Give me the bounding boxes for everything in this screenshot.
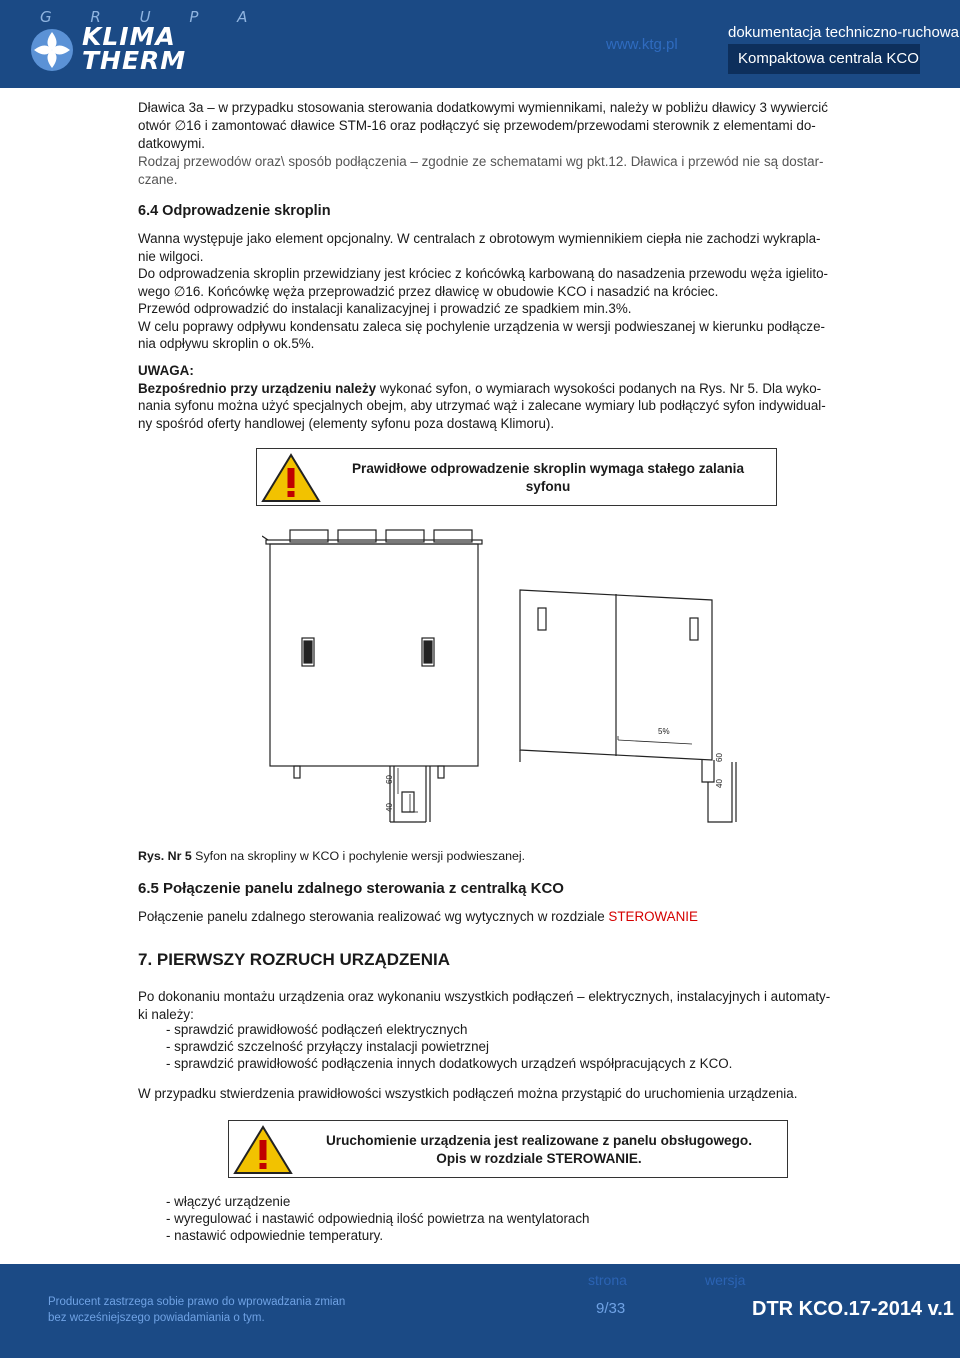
warning-triangle-icon — [261, 453, 321, 503]
start-text: W przypadku stwierdzenia prawidłowości wszystkich podłączeń można przystąpić do uruchomienia urządzenia. — [138, 1086, 798, 1101]
text-line: nania syfonu można użyć specjalnych obejm, aby utrzymać wąż i zalecane wymiary lub podłączyć syfon indywidual- — [138, 398, 826, 413]
list-item: - sprawdzić szczelność przyłączy instalacji powietrznej — [166, 1039, 489, 1054]
text-line: otwór ∅16 i zamontować dławice STM-16 oraz podłączyć się przewodem/przewodami sterownik z elementami do- — [138, 118, 816, 133]
left-unit-drawing — [262, 530, 482, 822]
text-line: datkowymi. — [138, 136, 205, 151]
warning-line: Opis w rozdziale STEROWANIE. — [436, 1151, 642, 1166]
figure-caption — [138, 849, 525, 863]
section-6-5-body: Połączenie panelu zdalnego sterowania realizować wg wytycznych w rozdziale — [138, 909, 609, 924]
list-item: - nastawić odpowiednie temperatury. — [166, 1228, 384, 1243]
warning-box-siphon — [256, 448, 777, 506]
check-list — [166, 1021, 732, 1072]
footer-version: DTR KCO.17-2014 v.1 — [752, 1298, 954, 1320]
text-line: ki należy: — [138, 1006, 194, 1022]
footer-page-number: 9/33 — [596, 1300, 626, 1317]
dim-5pct-label: 5% — [658, 727, 670, 736]
doc-name-box: Kompaktowa centrala KCO — [728, 44, 920, 74]
logo-klima-text: KLIMA — [82, 22, 176, 51]
warning-text — [295, 1132, 783, 1168]
siphon-figure — [262, 522, 782, 832]
section-7-intro — [138, 988, 908, 1023]
text-line: Dławica 3a – w przypadku stosowania sterowania dodatkowymi wymiennikami, należy w pobliżu dławicy 3 wywiercić — [138, 100, 828, 115]
dim-60-left-label: 60 — [385, 775, 394, 784]
text-line: ny spośród oferty handlowej (elementy syfonu poza dostawą Klimoru). — [138, 415, 555, 431]
text-line: wego ∅16. Końcówkę węża przeprowadzić przez dławicę w obudowie KCO i nasadzić na króciec. — [138, 283, 719, 299]
dim-40-right-label: 40 — [715, 779, 724, 788]
warning-box-startup — [228, 1120, 788, 1178]
warning-line: Uruchomienie urządzenia jest realizowane z panelu obsługowego. — [325, 1133, 753, 1148]
text-line: nia odpływu skroplin o ok.5%. — [138, 336, 315, 351]
logo-therm-text: THERM — [82, 46, 187, 75]
right-unit-drawing — [520, 590, 736, 822]
section-6-4-title: 6.4 Odprowadzenie skroplin — [138, 203, 331, 219]
klimatherm-logo-icon — [28, 26, 76, 74]
text-line: czane. — [138, 172, 178, 187]
text-line: W celu poprawy odpływu kondensatu zaleca się pochylenie urządzenia w wersji podwieszanej w kierunku podłącze- — [138, 318, 826, 334]
section-7-title: 7. PIERWSZY ROZRUCH URZĄDZENIA — [138, 950, 451, 969]
text-line: nie wilgoci. — [138, 248, 204, 264]
logo-grupa-text: G R U P A — [40, 8, 265, 26]
uwaga-block — [138, 362, 908, 432]
dim-60-right-label: 60 — [715, 753, 724, 762]
section-6-5-title: 6.5 Połączenie panelu zdalnego sterowania z centralką KCO — [138, 880, 564, 897]
warning-line: Prawidłowe odprowadzenie skroplin wymaga stałego zalania — [351, 461, 745, 476]
dim-40-left-label: 40 — [385, 803, 394, 812]
header-url-link[interactable]: www.ktg.pl — [606, 36, 678, 53]
uwaga-bold-text: Bezpośrednio przy urządzeniu należy — [138, 380, 377, 396]
sterowanie-link[interactable]: STEROWANIE — [608, 909, 698, 924]
text-line: Po dokonaniu montażu urządzenia oraz wykonaniu wszystkich podłączeń – elektrycznych, instalacyjnych i automaty- — [138, 989, 831, 1004]
steps-list — [166, 1193, 590, 1244]
intro-paragraph-1 — [138, 99, 908, 153]
intro-paragraph-2 — [138, 153, 908, 189]
text-line: Rodzaj przewodów oraz\ sposób podłączenia – zgodnie ze schematami wg pkt.12. Dławica i przewód nie są dostar- — [138, 154, 824, 169]
figure-caption-text: Syfon na skropliny w KCO i pochylenie wersji podwieszanej. — [191, 849, 526, 863]
text-line — [138, 380, 908, 398]
text-line: Przewód odprowadzić do instalacji kanalizacyjnej i prowadzić ze spadkiem min.3%. — [138, 301, 632, 316]
figure-caption-number: Rys. Nr 5 — [138, 849, 192, 863]
section-6-4-body — [138, 230, 908, 353]
uwaga-label: UWAGA: — [138, 363, 194, 378]
slope-indicator — [618, 736, 692, 744]
uwaga-text: wykonać syfon, o wymiarach wysokości podanych na Rys. Nr 5. Dla wyko- — [376, 380, 822, 396]
warning-line: syfonu — [525, 479, 571, 494]
left-dimension-lines — [398, 768, 418, 812]
section-6-5-text — [138, 909, 698, 924]
list-item: - włączyć urządzenie — [166, 1194, 291, 1209]
text-line: Wanna występuje jako element opcjonalny. W centralach z obrotowym wymiennikiem ciepła nie zachodzi wykrapla- — [138, 231, 821, 246]
text-line: Do odprowadzenia skroplin przewidziany jest króciec z końcówką karbowaną do nasadzenia przewodu węża igielito- — [138, 266, 828, 281]
list-item: - sprawdzić prawidłowość podłączeń elektrycznych — [166, 1022, 468, 1037]
footer-strona-label: strona — [588, 1272, 627, 1288]
list-item: - sprawdzić prawidłowość podłączenia innych dodatkowych urządzeń współpracujących z KCO. — [166, 1056, 733, 1071]
footer-note-line: Producent zastrzega sobie prawo do wprowadzania zmian — [48, 1296, 346, 1308]
warning-text — [323, 460, 773, 496]
doc-type-label: dokumentacja techniczno-ruchowa — [728, 24, 959, 41]
warning-triangle-icon — [233, 1125, 293, 1175]
footer-note-line: bez wcześniejszego powiadamiania o tym. — [48, 1312, 265, 1324]
footer-wersja-label: wersja — [705, 1272, 746, 1288]
list-item: - wyregulować i nastawić odpowiednią ilość powietrza na wentylatorach — [166, 1211, 590, 1226]
